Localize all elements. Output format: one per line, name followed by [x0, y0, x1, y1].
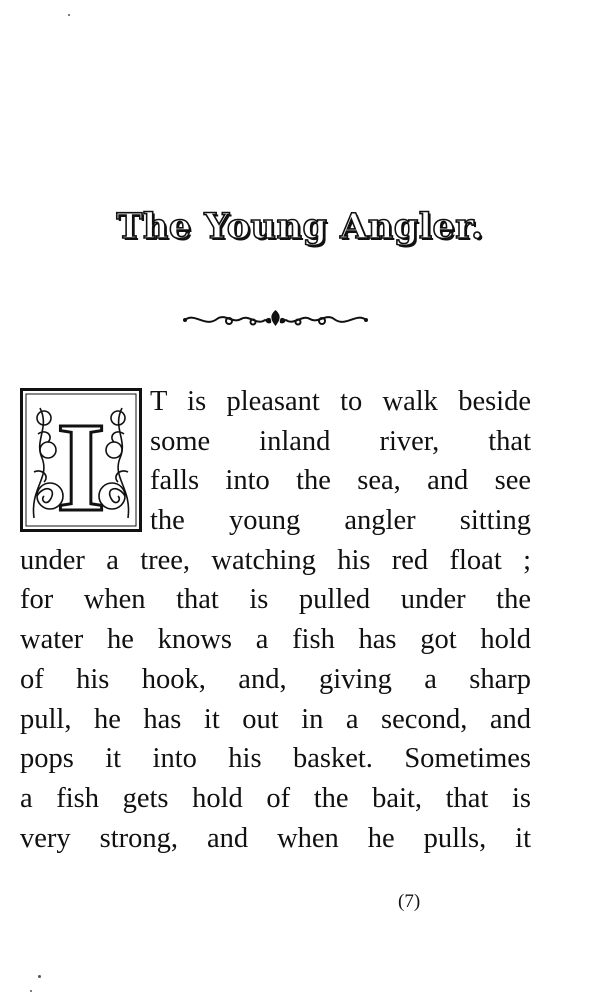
paper-speck	[38, 975, 41, 978]
drop-cap	[20, 388, 142, 532]
ornament-divider	[183, 306, 368, 332]
paper-speck	[68, 14, 70, 16]
text-line: water he knows a fish has got hold	[20, 624, 531, 656]
text-line: the young angler sitting	[150, 505, 531, 537]
text-line: under a tree, watching his red float ;	[20, 544, 531, 576]
text-line: of his hook, and, giving a sharp	[20, 663, 531, 695]
page-number: (7)	[398, 891, 421, 912]
page-title: The Young Angler.	[116, 206, 484, 247]
text-line: falls into the sea, and see	[150, 465, 531, 497]
text-line: a fish gets hold of the bait, that is	[20, 782, 531, 814]
body-paragraph	[20, 382, 531, 858]
text-line: T is pleasant to walk beside	[150, 386, 531, 417]
text-line: some inland river, that	[150, 425, 531, 457]
text-line: for when that is pulled under the	[20, 584, 531, 616]
text-line: pull, he has it out in a second, and	[20, 703, 531, 735]
text-line: pops it into his basket. Sometimes	[20, 743, 531, 775]
drop-cap-letter: I	[56, 396, 106, 532]
paper-speck	[30, 990, 32, 992]
text-line: very strong, and when he pulls, it	[20, 822, 531, 854]
